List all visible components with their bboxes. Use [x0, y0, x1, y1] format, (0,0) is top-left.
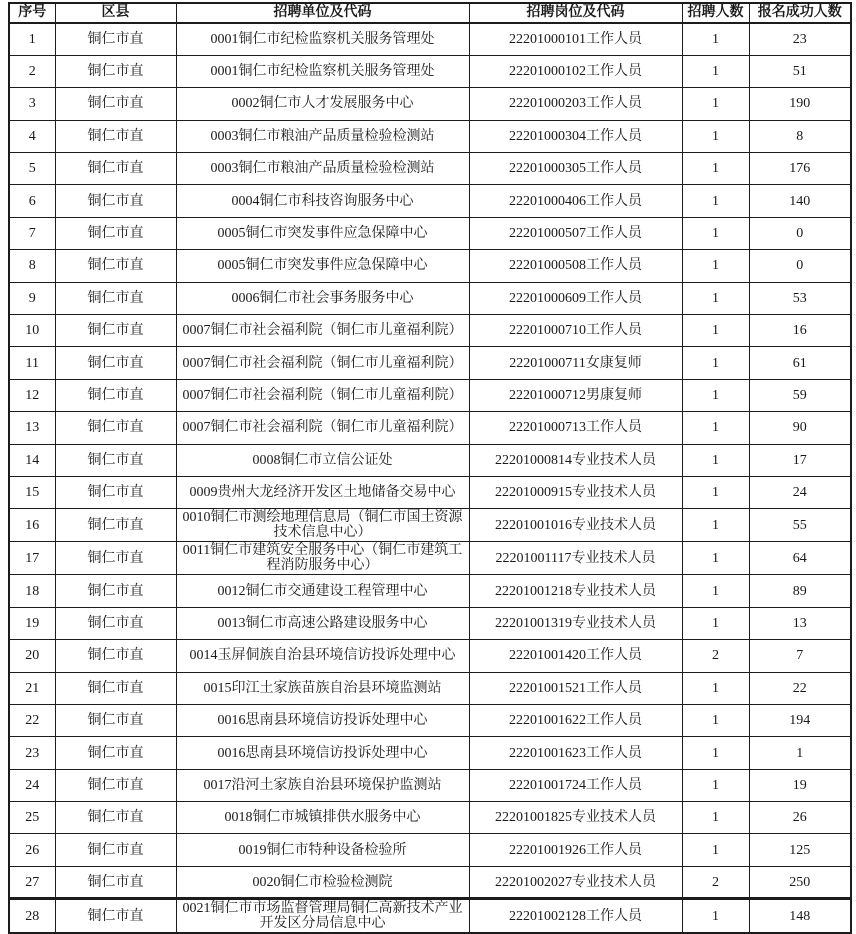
table-row — [9, 899, 851, 934]
cell-unit: 0013铜仁市高速公路建设服务中心 — [176, 607, 469, 639]
cell-recruits: 1 — [682, 282, 749, 314]
recruitment-table — [8, 2, 852, 934]
cell-district: 铜仁市直 — [55, 866, 176, 898]
cell-recruits: 1 — [682, 120, 749, 152]
cell-unit: 0017沿河土家族自治县环境保护监测站 — [176, 769, 469, 801]
cell-position: 22201001117专业技术人员 — [469, 542, 682, 575]
cell-recruits: 2 — [682, 866, 749, 898]
cell-district: 铜仁市直 — [55, 88, 176, 120]
cell-district: 铜仁市直 — [55, 120, 176, 152]
cell-applicants: 51 — [749, 55, 851, 87]
cell-serial: 28 — [9, 899, 55, 934]
table-row — [9, 575, 851, 607]
cell-unit: 0010铜仁市测绘地理信息局（铜仁市国土资源技术信息中心） — [176, 509, 469, 542]
cell-position: 22201001218专业技术人员 — [469, 575, 682, 607]
cell-applicants: 61 — [749, 347, 851, 379]
cell-applicants: 176 — [749, 153, 851, 185]
cell-applicants: 16 — [749, 315, 851, 347]
cell-position: 22201001623工作人员 — [469, 737, 682, 769]
cell-position: 22201001622工作人员 — [469, 704, 682, 736]
header-row — [9, 3, 851, 23]
cell-recruits: 1 — [682, 672, 749, 704]
cell-district: 铜仁市直 — [55, 802, 176, 834]
table-row — [9, 250, 851, 282]
cell-unit: 0008铜仁市立信公证处 — [176, 444, 469, 476]
header-district: 区县 — [55, 3, 176, 23]
table-row — [9, 834, 851, 866]
table-row — [9, 153, 851, 185]
cell-district: 铜仁市直 — [55, 476, 176, 508]
cell-unit: 0011铜仁市建筑安全服务中心（铜仁市建筑工程消防服务中心） — [176, 542, 469, 575]
cell-district: 铜仁市直 — [55, 640, 176, 672]
cell-district: 铜仁市直 — [55, 153, 176, 185]
header-unit: 招聘单位及代码 — [176, 3, 469, 23]
cell-unit: 0020铜仁市检验检测院 — [176, 866, 469, 898]
cell-recruits: 1 — [682, 834, 749, 866]
cell-serial: 26 — [9, 834, 55, 866]
cell-serial: 1 — [9, 23, 55, 55]
table-body — [9, 23, 851, 933]
cell-position: 22201000814专业技术人员 — [469, 444, 682, 476]
cell-applicants: 13 — [749, 607, 851, 639]
cell-serial: 18 — [9, 575, 55, 607]
cell-serial: 15 — [9, 476, 55, 508]
cell-position: 22201000305工作人员 — [469, 153, 682, 185]
cell-position: 22201000609工作人员 — [469, 282, 682, 314]
cell-position: 22201001926工作人员 — [469, 834, 682, 866]
cell-recruits: 1 — [682, 347, 749, 379]
cell-serial: 20 — [9, 640, 55, 672]
table-row — [9, 640, 851, 672]
cell-applicants: 1 — [749, 737, 851, 769]
cell-serial: 9 — [9, 282, 55, 314]
cell-unit: 0021铜仁市市场监督管理局铜仁高新技术产业开发区分局信息中心 — [176, 899, 469, 934]
cell-recruits: 2 — [682, 640, 749, 672]
cell-applicants: 64 — [749, 542, 851, 575]
cell-district: 铜仁市直 — [55, 282, 176, 314]
cell-position: 22201001825专业技术人员 — [469, 802, 682, 834]
table-row — [9, 542, 851, 575]
cell-district: 铜仁市直 — [55, 575, 176, 607]
cell-serial: 17 — [9, 542, 55, 575]
cell-recruits: 1 — [682, 88, 749, 120]
cell-unit: 0014玉屏侗族自治县环境信访投诉处理中心 — [176, 640, 469, 672]
table-row — [9, 476, 851, 508]
cell-applicants: 190 — [749, 88, 851, 120]
cell-recruits: 1 — [682, 444, 749, 476]
cell-applicants: 53 — [749, 282, 851, 314]
cell-district: 铜仁市直 — [55, 23, 176, 55]
cell-serial: 25 — [9, 802, 55, 834]
cell-position: 22201000713工作人员 — [469, 412, 682, 444]
cell-applicants: 148 — [749, 899, 851, 934]
cell-applicants: 194 — [749, 704, 851, 736]
cell-recruits: 1 — [682, 737, 749, 769]
table-row — [9, 607, 851, 639]
cell-unit: 0012铜仁市交通建设工程管理中心 — [176, 575, 469, 607]
cell-serial: 24 — [9, 769, 55, 801]
cell-district: 铜仁市直 — [55, 347, 176, 379]
cell-position: 22201000710工作人员 — [469, 315, 682, 347]
cell-unit: 0016思南县环境信访投诉处理中心 — [176, 704, 469, 736]
cell-applicants: 140 — [749, 185, 851, 217]
cell-district: 铜仁市直 — [55, 444, 176, 476]
cell-recruits: 1 — [682, 542, 749, 575]
table-row — [9, 120, 851, 152]
cell-serial: 11 — [9, 347, 55, 379]
cell-district: 铜仁市直 — [55, 607, 176, 639]
cell-district: 铜仁市直 — [55, 250, 176, 282]
cell-unit: 0007铜仁市社会福利院（铜仁市儿童福利院） — [176, 379, 469, 411]
cell-serial: 3 — [9, 88, 55, 120]
cell-serial: 7 — [9, 217, 55, 249]
cell-unit: 0019铜仁市特种设备检验所 — [176, 834, 469, 866]
cell-unit: 0001铜仁市纪检监察机关服务管理处 — [176, 55, 469, 87]
cell-unit: 0001铜仁市纪检监察机关服务管理处 — [176, 23, 469, 55]
cell-unit: 0005铜仁市突发事件应急保障中心 — [176, 250, 469, 282]
table-row — [9, 23, 851, 55]
header-position: 招聘岗位及代码 — [469, 3, 682, 23]
cell-recruits: 1 — [682, 509, 749, 542]
table-row — [9, 866, 851, 898]
cell-recruits: 1 — [682, 153, 749, 185]
cell-position: 22201000304工作人员 — [469, 120, 682, 152]
cell-district: 铜仁市直 — [55, 509, 176, 542]
cell-recruits: 1 — [682, 802, 749, 834]
table-row — [9, 347, 851, 379]
cell-district: 铜仁市直 — [55, 315, 176, 347]
cell-serial: 4 — [9, 120, 55, 152]
cell-position: 22201001420工作人员 — [469, 640, 682, 672]
cell-unit: 0007铜仁市社会福利院（铜仁市儿童福利院） — [176, 347, 469, 379]
cell-position: 22201000203工作人员 — [469, 88, 682, 120]
cell-unit: 0015印江土家族苗族自治县环境监测站 — [176, 672, 469, 704]
cell-serial: 14 — [9, 444, 55, 476]
table-row — [9, 379, 851, 411]
cell-district: 铜仁市直 — [55, 899, 176, 934]
cell-position: 22201000712男康复师 — [469, 379, 682, 411]
cell-position: 22201002128工作人员 — [469, 899, 682, 934]
cell-unit: 0003铜仁市粮油产品质量检验检测站 — [176, 120, 469, 152]
table-header — [9, 3, 851, 23]
cell-position: 22201000508工作人员 — [469, 250, 682, 282]
cell-serial: 6 — [9, 185, 55, 217]
cell-district: 铜仁市直 — [55, 217, 176, 249]
cell-applicants: 17 — [749, 444, 851, 476]
table-row — [9, 88, 851, 120]
cell-position: 22201000102工作人员 — [469, 55, 682, 87]
cell-serial: 19 — [9, 607, 55, 639]
cell-recruits: 1 — [682, 217, 749, 249]
cell-serial: 12 — [9, 379, 55, 411]
cell-district: 铜仁市直 — [55, 769, 176, 801]
cell-unit: 0018铜仁市城镇排供水服务中心 — [176, 802, 469, 834]
cell-recruits: 1 — [682, 250, 749, 282]
cell-unit: 0007铜仁市社会福利院（铜仁市儿童福利院） — [176, 315, 469, 347]
cell-district: 铜仁市直 — [55, 704, 176, 736]
cell-applicants: 55 — [749, 509, 851, 542]
cell-recruits: 1 — [682, 476, 749, 508]
cell-applicants: 19 — [749, 769, 851, 801]
cell-unit: 0007铜仁市社会福利院（铜仁市儿童福利院） — [176, 412, 469, 444]
cell-recruits: 1 — [682, 704, 749, 736]
cell-recruits: 1 — [682, 899, 749, 934]
cell-applicants: 250 — [749, 866, 851, 898]
cell-position: 22201001521工作人员 — [469, 672, 682, 704]
cell-serial: 23 — [9, 737, 55, 769]
cell-district: 铜仁市直 — [55, 542, 176, 575]
cell-district: 铜仁市直 — [55, 834, 176, 866]
cell-recruits: 1 — [682, 412, 749, 444]
header-recruits: 招聘人数 — [682, 3, 749, 23]
cell-applicants: 0 — [749, 250, 851, 282]
table-row — [9, 672, 851, 704]
cell-position: 22201000406工作人员 — [469, 185, 682, 217]
table-row — [9, 315, 851, 347]
cell-serial: 10 — [9, 315, 55, 347]
cell-applicants: 8 — [749, 120, 851, 152]
cell-serial: 2 — [9, 55, 55, 87]
cell-applicants: 23 — [749, 23, 851, 55]
cell-serial: 21 — [9, 672, 55, 704]
cell-position: 22201000101工作人员 — [469, 23, 682, 55]
cell-applicants: 24 — [749, 476, 851, 508]
cell-district: 铜仁市直 — [55, 185, 176, 217]
table-row — [9, 737, 851, 769]
table-row — [9, 769, 851, 801]
cell-serial: 5 — [9, 153, 55, 185]
cell-unit: 0016思南县环境信访投诉处理中心 — [176, 737, 469, 769]
table-row — [9, 217, 851, 249]
cell-applicants: 89 — [749, 575, 851, 607]
cell-serial: 27 — [9, 866, 55, 898]
cell-recruits: 1 — [682, 607, 749, 639]
cell-recruits: 1 — [682, 769, 749, 801]
cell-position: 22201002027专业技术人员 — [469, 866, 682, 898]
table-row — [9, 412, 851, 444]
cell-unit: 0002铜仁市人才发展服务中心 — [176, 88, 469, 120]
cell-recruits: 1 — [682, 379, 749, 411]
table-row — [9, 282, 851, 314]
cell-serial: 13 — [9, 412, 55, 444]
cell-position: 22201000507工作人员 — [469, 217, 682, 249]
cell-district: 铜仁市直 — [55, 672, 176, 704]
table-row — [9, 444, 851, 476]
table-row — [9, 802, 851, 834]
cell-unit: 0009贵州大龙经济开发区土地储备交易中心 — [176, 476, 469, 508]
table-row — [9, 185, 851, 217]
cell-serial: 16 — [9, 509, 55, 542]
cell-recruits: 1 — [682, 55, 749, 87]
cell-applicants: 7 — [749, 640, 851, 672]
cell-position: 22201001016专业技术人员 — [469, 509, 682, 542]
cell-position: 22201000915专业技术人员 — [469, 476, 682, 508]
cell-serial: 22 — [9, 704, 55, 736]
cell-position: 22201000711女康复师 — [469, 347, 682, 379]
cell-applicants: 59 — [749, 379, 851, 411]
cell-recruits: 1 — [682, 315, 749, 347]
cell-unit: 0005铜仁市突发事件应急保障中心 — [176, 217, 469, 249]
cell-recruits: 1 — [682, 23, 749, 55]
cell-district: 铜仁市直 — [55, 55, 176, 87]
cell-recruits: 1 — [682, 185, 749, 217]
cell-applicants: 90 — [749, 412, 851, 444]
cell-position: 22201001724工作人员 — [469, 769, 682, 801]
cell-unit: 0004铜仁市科技咨询服务中心 — [176, 185, 469, 217]
cell-district: 铜仁市直 — [55, 412, 176, 444]
table-row — [9, 704, 851, 736]
cell-unit: 0003铜仁市粮油产品质量检验检测站 — [176, 153, 469, 185]
cell-applicants: 26 — [749, 802, 851, 834]
table-row — [9, 509, 851, 542]
cell-applicants: 0 — [749, 217, 851, 249]
cell-district: 铜仁市直 — [55, 737, 176, 769]
cell-serial: 8 — [9, 250, 55, 282]
cell-district: 铜仁市直 — [55, 379, 176, 411]
cell-applicants: 22 — [749, 672, 851, 704]
header-serial: 序号 — [9, 3, 55, 23]
table-row — [9, 55, 851, 87]
cell-unit: 0006铜仁市社会事务服务中心 — [176, 282, 469, 314]
header-applicants: 报名成功人数 — [749, 3, 851, 23]
cell-position: 22201001319专业技术人员 — [469, 607, 682, 639]
cell-recruits: 1 — [682, 575, 749, 607]
cell-applicants: 125 — [749, 834, 851, 866]
